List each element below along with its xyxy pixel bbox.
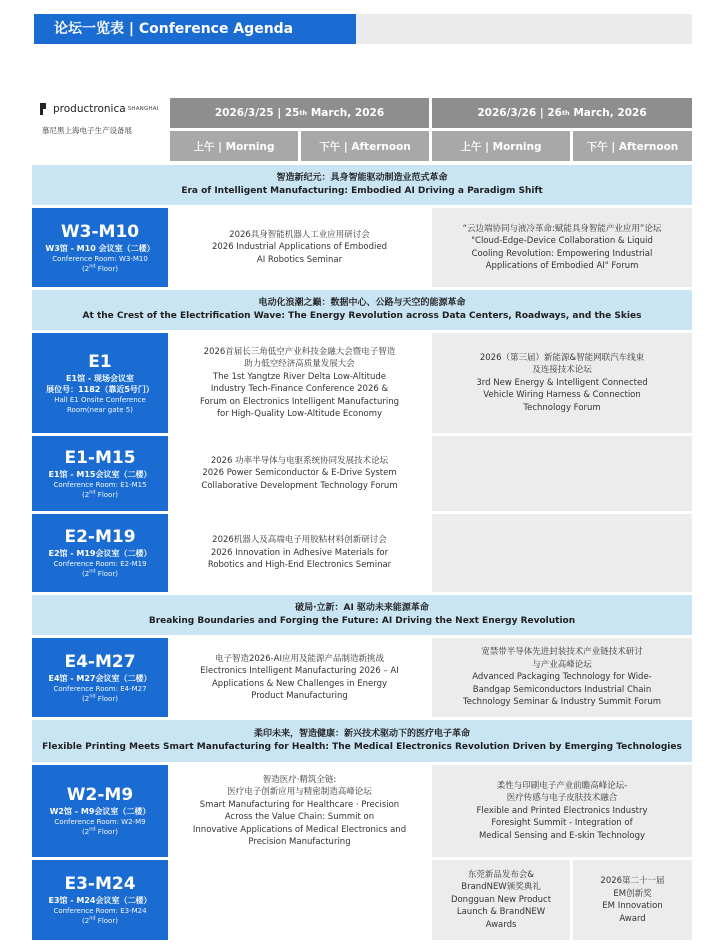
theme-band-4: 柔印未来，智造健康：新兴技术驱动下的医疗电子革命 Flexible Printing Meets Smart Manufacturing for Health: The Medical Electronics Revolution Driven by Emerging Technologies [32,720,692,762]
theme-band-1: 智造新纪元：具身智能驱动制造业范式革命 Era of Intelligent Manufacturing: Embodied AI Driving a Paradigm Shift [32,165,692,205]
session-e3-m24-day1-empty [170,860,429,940]
day1-morning-header: 上午 | Morning [170,131,298,161]
day1-afternoon-header: 下午 | Afternoon [301,131,429,161]
day2-afternoon-header: 下午 | Afternoon [573,131,692,161]
session-e1-m15-day2-empty [432,436,692,511]
session-e3-m24-day2-afternoon: 2026第二十一届 EM创新奖 EM Innovation Award [573,860,692,940]
logo-cn-name: 慕尼黑上海电子生产设备展 [42,126,132,135]
session-e2-m19-day2-empty [432,514,692,592]
logo-brand-sub: SHANGHAI [127,106,159,112]
theme-band-3: 破局·立新：AI 驱动未来能源革命 Breaking Boundaries and Forging the Future: AI Driving the Next Energy Revolution [32,595,692,635]
page-title: 论坛一览表 | Conference Agenda [34,14,356,44]
theme-band-2: 电动化浪潮之巅：数据中心、公路与天空的能源革命 At the Crest of the Electrification Wave: The Energy Revolution across Data Centers, Roadways, and the Skies [32,290,692,330]
session-e4-m27-day2: 宽禁带半导体先进封装技术产业链技术研讨 与产业高峰论坛 Advanced Packaging Technology for Wide- Bandgap Semiconductors Industrial Chain Technology Seminar & Industry Summit Forum [432,638,692,717]
session-w2-m9-day2: 柔性与印刷电子产业前瞻高峰论坛- 医疗传感与电子皮肤技术融合 Flexible and Printed Electronics Industry Foresight Summit - Integration of Medical Sensing and E-skin Technology [432,765,692,857]
room-w2-m9: W2-M9 W2馆 - M9会议室（二楼） Conference Room: W2-M9 (2nd Floor) [32,765,168,857]
productronica-logo-icon [40,103,50,115]
session-e1-m15-day1: 2026 功率半导体与电驱系统协同发展技术论坛 2026 Power Semiconductor & E-Drive System Collaborative Development Technology Forum [170,436,429,511]
session-e4-m27-day1: 电子智造2026-AI应用及能源产品制造新挑战 Electronics Intelligent Manufacturing 2026 – AI Applications & New Challenges in Energy Product Manufacturing [170,638,429,717]
session-e1-day2: 2026（第三届）新能源&智能网联汽车线束 及连接技术论坛 3rd New Energy & Intelligent Connected Vehicle Wiring Harness & Connection Technology Forum [432,333,692,433]
session-e2-m19-day1: 2026机器人及高端电子用胶粘材料创新研讨会 2026 Innovation in Adhesive Materials for Robotics and High-End Electronics Seminar [170,514,429,592]
room-e1: E1 E1馆 - 现场会议室 展位号：1182（靠近5号门） Hall E1 Onsite Conference Room(near gate 5) [32,333,168,433]
session-e3-m24-day2-morning: 东莞新品发布会& BrandNEW颁奖典礼 Dongguan New Product Launch & BrandNEW Awards [432,860,570,940]
session-w2-m9-day1: 智造医疗·精筑全链: 医疗电子创新应用与精密制造高峰论坛 Smart Manufacturing for Healthcare · Precision Across the Value Chain: Summit on Innovative Applications of Medical Electronics and Precision Manufacturing [170,765,429,857]
session-e1-day1: 2026首届长三角低空产业科技金融大会暨电子智造 助力低空经济高质量发展大会 The 1st Yangtze River Delta Low-Altitude Industry Tech-Finance Conference 2026 & Forum on Electronics Intelligent Manufacturing for High-Quality Low-Altitude Economy [170,333,429,433]
room-w3-m10: W3-M10 W3馆 - M10 会议室（二楼） Conference Room: W3-M10 (2nd Floor) [32,208,168,287]
session-w3-m10-day1: 2026具身智能机器人工业应用研讨会 2026 Industrial Applications of Embodied AI Robotics Seminar [170,208,429,287]
room-e2-m19: E2-M19 E2馆 - M19会议室（二楼） Conference Room: E2-M19 (2nd Floor) [32,514,168,592]
day2-header: 2026/3/26 | 26 th March, 2026 [432,98,692,128]
session-w3-m10-day2: “云边端协同与液冷革命:赋能具身智能产业应用”论坛 "Cloud-Edge-Device Collaboration & Liquid Cooling Revolution: Empowering Industrial Applications of Embodied AI" Forum [432,208,692,287]
room-e4-m27: E4-M27 E4馆 - M27会议室（二楼） Conference Room: E4-M27 (2nd Floor) [32,638,168,717]
productronica-logo [34,98,168,162]
day2-morning-header: 上午 | Morning [432,131,570,161]
room-e3-m24: E3-M24 E3馆 - M24会议室（二楼） Conference Room: E3-M24 (2nd Floor) [32,860,168,940]
logo-brand: productronica [53,103,126,115]
room-e1-m15: E1-M15 E1馆 - M15会议室（二楼） Conference Room: E1-M15 (2nd Floor) [32,436,168,511]
day1-header: 2026/3/25 | 25 th March, 2026 [170,98,429,128]
